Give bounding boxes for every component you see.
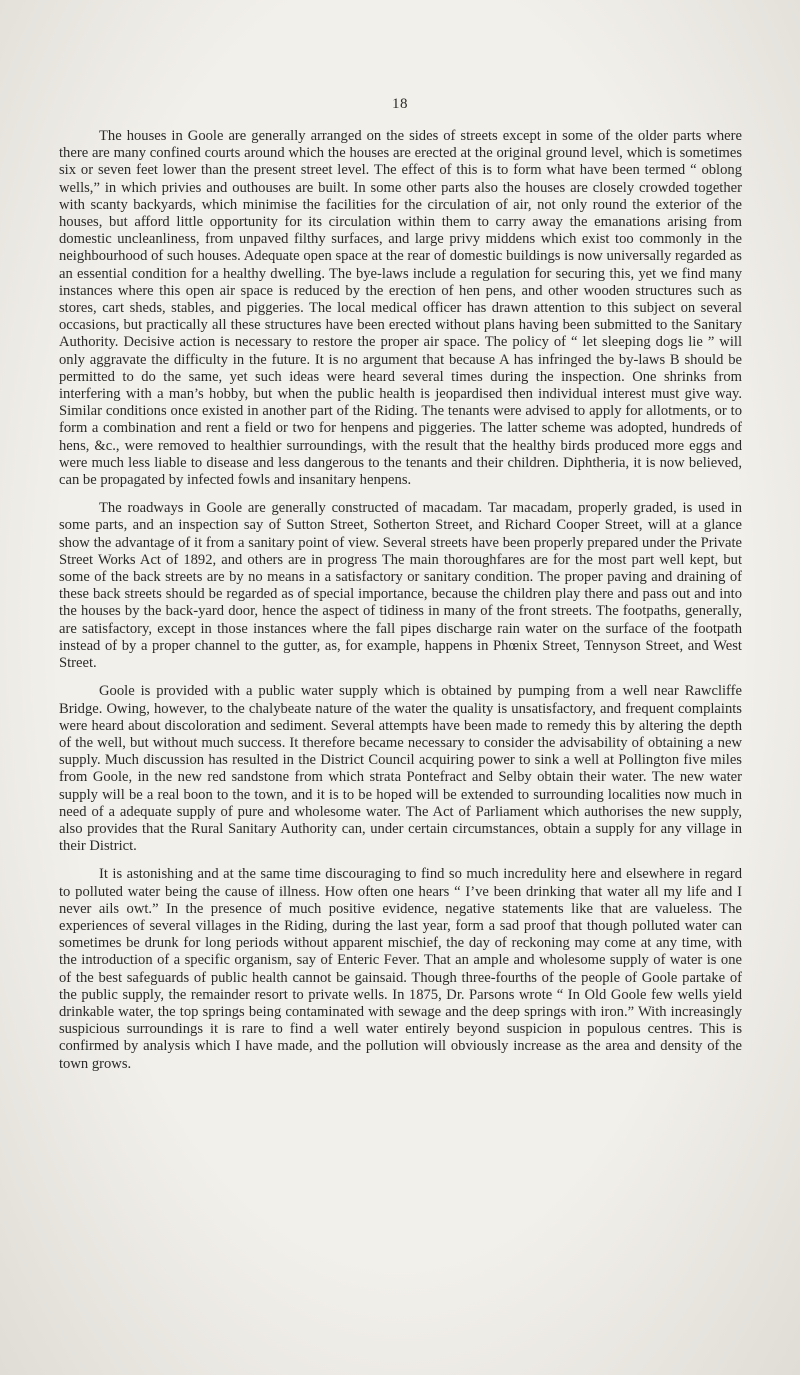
page-number: 18 — [392, 96, 408, 112]
paragraph-roadways: The roadways in Goole are generally constructed of macadam. Tar macadam, properly graded, is used in some parts, and an inspection say of Sutton Street, Sotherton Street, and Richard Cooper Street, will at a glance show the advantage of it from a sanitary point of view. Several streets have been properly prepared under the Private Street Works Act of 1892, and others are in progress The main thoroughfares are for the most part well kept, but some of the back streets are by no means in a satisfactory or sanitary condition. The proper paving and draining of these back streets should be regarded as of special importance, because the children play there and pass out and into the houses by the back-yard door, hence the aspect of tidiness in many of the front streets. The footpaths, generally, are satisfactory, except in those instances where the fall pipes discharge rain water on the surface of the footpath instead of by a proper channel to the gutter, as, for example, happens in Phœnix Street, Tennyson Street, and West Street. — [59, 500, 742, 672]
paragraph-water-supply: Goole is provided with a public water supply which is obtained by pumping from a well near Rawcliffe Bridge. Owing, however, to the chalybeate nature of the water the quality is unsatisfactory, and frequent complaints were heard about discoloration and sediment. Several attempts have been made to remedy this by altering the depth of the well, but without much success. It therefore became necessary to consider the advisability of obtaining a new supply. Much discussion has resulted in the District Council acquiring power to sink a well at Pollington five miles from Goole, in the new red sandstone from which strata Pontefract and Selby obtain their water. The new water supply will be a real boon to the town, and it is to be hoped will be extended to surrounding localities now much in need of a adequate supply of pure and wholesome water. The Act of Parliament which authorises the new supply, also provides that the Rural Sanitary Authority can, under certain circumstances, obtain a supply for any village in their District. — [59, 683, 742, 855]
body-text — [59, 128, 742, 1084]
paragraph-polluted-water: It is astonishing and at the same time discouraging to find so much incredulity here and elsewhere in regard to polluted water being the cause of illness. How often one hears “ I’ve been drinking that water all my life and I never ails owt.” In the presence of much positive evidence, negative statements like that are valueless. The experiences of several villages in the Riding, during the last year, form a sad proof that though polluted water can sometimes be drunk for long periods without apparent mischief, the day of reckoning may come at any time, with the introduction of a specific organism, say of Enteric Fever. That an ample and wholesome supply of water is one of the best safeguards of public health cannot be gainsaid. Though three-fourths of the people of Goole partake of the public supply, the remainder resort to private wells. In 1875, Dr. Parsons wrote “ In Old Goole few wells yield drinkable water, the top springs being contaminated with sewage and the deep springs with iron.” With increasingly suspicious surroundings it is rare to find a well water entirely beyond suspicion in populous centres. This is confirmed by analysis which I have made, and the pollution will obviously increase as the area and density of the town grows. — [59, 866, 742, 1072]
paragraph-housing: The houses in Goole are generally arranged on the sides of streets except in some of the older parts where there are many confined courts around which the houses are erected at the original ground level, which is sometimes six or seven feet lower than the present street level. The effect of this is to form what have been termed “ oblong wells,” in which privies and outhouses are built. In some other parts also the houses are closely crowded together with scanty backyards, which minimise the facilities for the circulation of air, not only round the exterior of the houses, but afford little opportunity for its circulation within them to carry away the emanations arising from domestic uncleanliness, from unpaved filthy surfaces, and large privy middens which exist too commonly in the neighbourhood of such houses. Adequate open space at the rear of domestic buildings is now universally regarded as an essential condition for a healthy dwelling. The bye-laws include a regulation for securing this, yet we find many instances where this open air space is reduced by the erection of hen pens, and other wooden structures such as stores, cart sheds, stables, and piggeries. The local medical officer has drawn attention to this subject on several occasions, but practically all these structures have been erected without plans having been submitted to the Sanitary Authority. Decisive action is necessary to restore the proper air space. The policy of “ let sleeping dogs lie ” will only aggravate the difficulty in the future. It is no argument that because A has infringed the by-laws B should be permitted to do the same, yet such ideas were heard several times during the inspection. One shrinks from interfering with a man’s hobby, but when the public health is jeopardised then individual interest must give way. Similar conditions once existed in another part of the Riding. The tenants were advised to apply for allotments, or to form a combination and rent a field or two for henpens and piggeries. The latter scheme was adopted, hundreds of hens, &c., were removed to healthier surroundings, with the result that the healthy birds produced more eggs and were much less liable to disease and less dangerous to the tenants and their children. Diphtheria, it is now believed, can be propagated by infected fowls and insanitary henpens. — [59, 128, 742, 489]
